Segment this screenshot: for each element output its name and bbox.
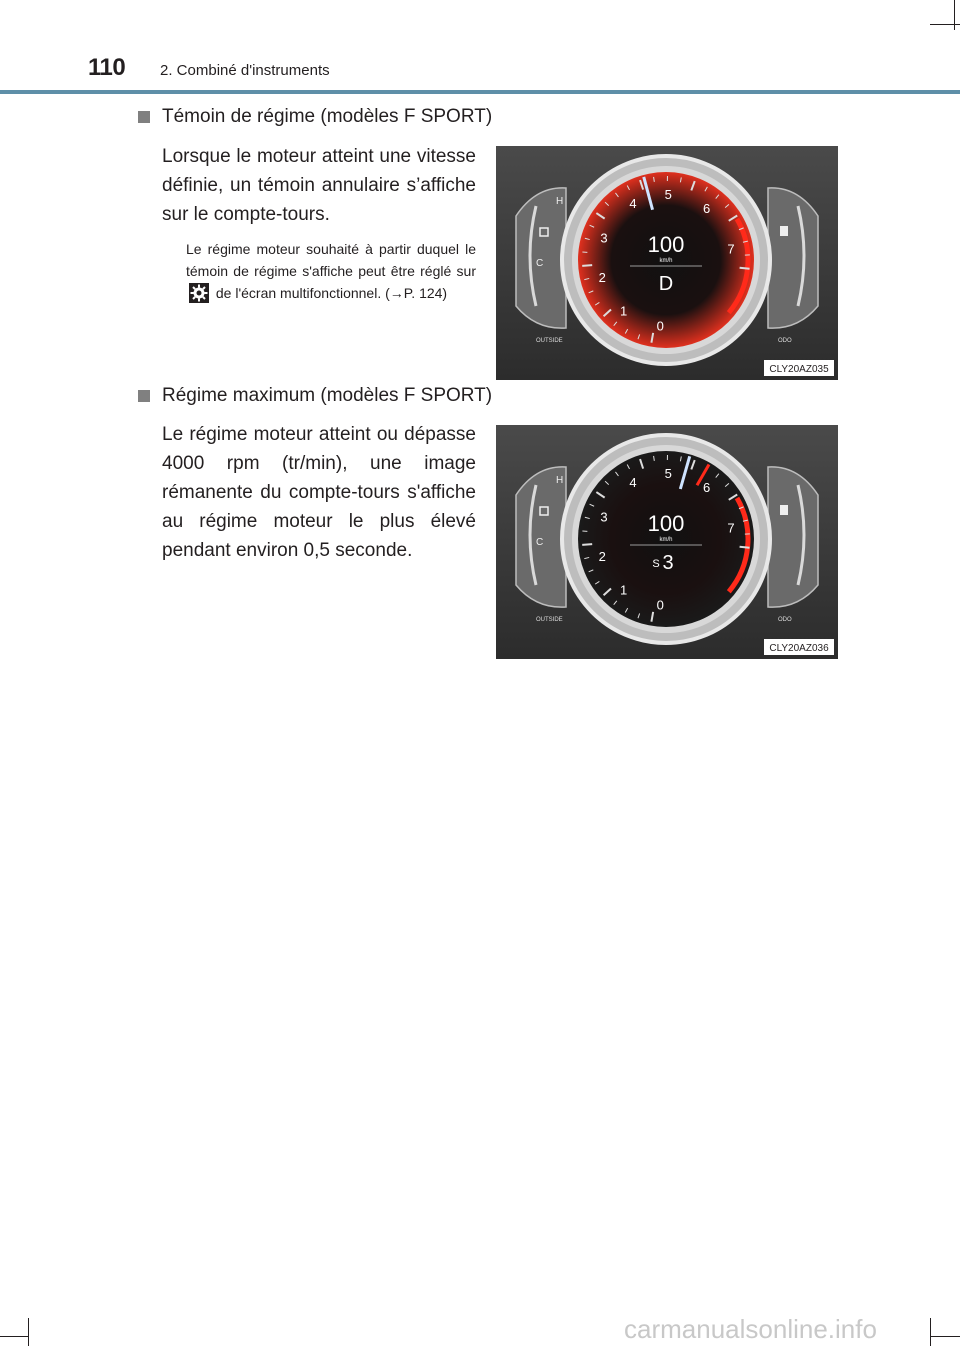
- temp-hot-label: H: [556, 475, 564, 486]
- tach-number-7: 7: [727, 520, 735, 536]
- note-text-after: de l'écran multifonctionnel. (→P. 124): [215, 285, 448, 301]
- tach-number-3: 3: [600, 509, 608, 525]
- shift-mode-label: S: [652, 558, 660, 570]
- header-rule: [0, 90, 960, 94]
- figure-code: CLY20AZ036: [769, 643, 829, 654]
- watermark: carmanualsonline.info: [624, 1314, 877, 1344]
- crop-mark: [0, 1336, 28, 1337]
- cluster-figure-rev-indicator: [496, 146, 838, 380]
- tach-number-6: 6: [703, 479, 711, 495]
- outside-temp-label: OUTSIDE: [536, 338, 563, 344]
- speed-unit: km/h: [659, 258, 673, 264]
- section-bullet-icon: [138, 111, 150, 123]
- right-gauge-panel: [768, 188, 818, 328]
- tach-number-5: 5: [664, 187, 672, 203]
- odometer-label: ODO: [778, 617, 792, 623]
- temp-cold-label: C: [536, 537, 544, 548]
- crop-mark: [930, 1318, 931, 1346]
- page-number: 110: [88, 54, 126, 81]
- section-title-text: Régime maximum (modèles F SPORT): [162, 385, 493, 406]
- fuel-pump-icon: [780, 505, 788, 515]
- section-title-rev-indicator: [138, 106, 492, 128]
- odometer-label: ODO: [778, 338, 792, 344]
- tach-tick: [582, 265, 592, 266]
- crop-mark: [954, 0, 955, 30]
- tach-number-0: 0: [656, 597, 664, 613]
- chapter-title: 2. Combiné d'instruments: [160, 62, 330, 79]
- tach-number-4: 4: [629, 195, 637, 211]
- temp-cold-label: C: [536, 258, 544, 269]
- tach-tick: [740, 547, 750, 548]
- temp-hot-label: H: [556, 196, 564, 207]
- tach-number-1: 1: [619, 582, 628, 598]
- section-body: Le régime moteur atteint ou dépasse 4000 rpm (tr/min), une image rémanente du compte-tours s'affiche au régime moteur le plus élevé pendant environ 0,5 seconde.: [162, 424, 476, 561]
- tach-tick: [582, 544, 592, 545]
- note-text-before: Le régime moteur souhaité à partir duquel le témoin de régime s'affiche peut être réglé sur: [186, 241, 476, 279]
- cluster-svg: [496, 425, 838, 659]
- tach-number-3: 3: [600, 230, 608, 246]
- outside-temp-label: OUTSIDE: [536, 617, 563, 623]
- crop-mark: [930, 1336, 960, 1337]
- tach-number-4: 4: [629, 474, 637, 490]
- section-bullet-icon: [138, 390, 150, 402]
- tach-number-2: 2: [598, 270, 606, 286]
- cluster-svg: [496, 146, 838, 380]
- fuel-pump-icon: [780, 226, 788, 236]
- cluster-figure-max-rev: [496, 425, 838, 659]
- gear-indicator: 3: [662, 552, 674, 574]
- speed-value: 100: [647, 511, 685, 536]
- tach-number-5: 5: [664, 466, 672, 482]
- right-gauge-panel: [768, 467, 818, 607]
- section-title-text: Témoin de régime (modèles F SPORT): [162, 106, 493, 127]
- figure-code: CLY20AZ035: [769, 364, 829, 375]
- tach-tick: [740, 268, 750, 269]
- section-body: Lorsque le moteur atteint une vitesse définie, un témoin annulaire s’affiche sur le compte-tours.: [162, 146, 476, 225]
- tach-number-0: 0: [656, 318, 664, 334]
- gear-indicator: D: [658, 273, 674, 295]
- tach-number-2: 2: [598, 549, 606, 565]
- gear-icon: [189, 283, 209, 303]
- crop-mark: [28, 1318, 29, 1346]
- section-title-max-rev: [138, 385, 492, 407]
- crop-mark: [930, 24, 960, 25]
- tach-number-1: 1: [619, 303, 628, 319]
- speed-unit: km/h: [659, 537, 673, 543]
- speed-value: 100: [647, 232, 685, 257]
- tach-number-6: 6: [703, 200, 711, 216]
- tach-number-7: 7: [727, 241, 735, 257]
- section-note: [186, 238, 476, 304]
